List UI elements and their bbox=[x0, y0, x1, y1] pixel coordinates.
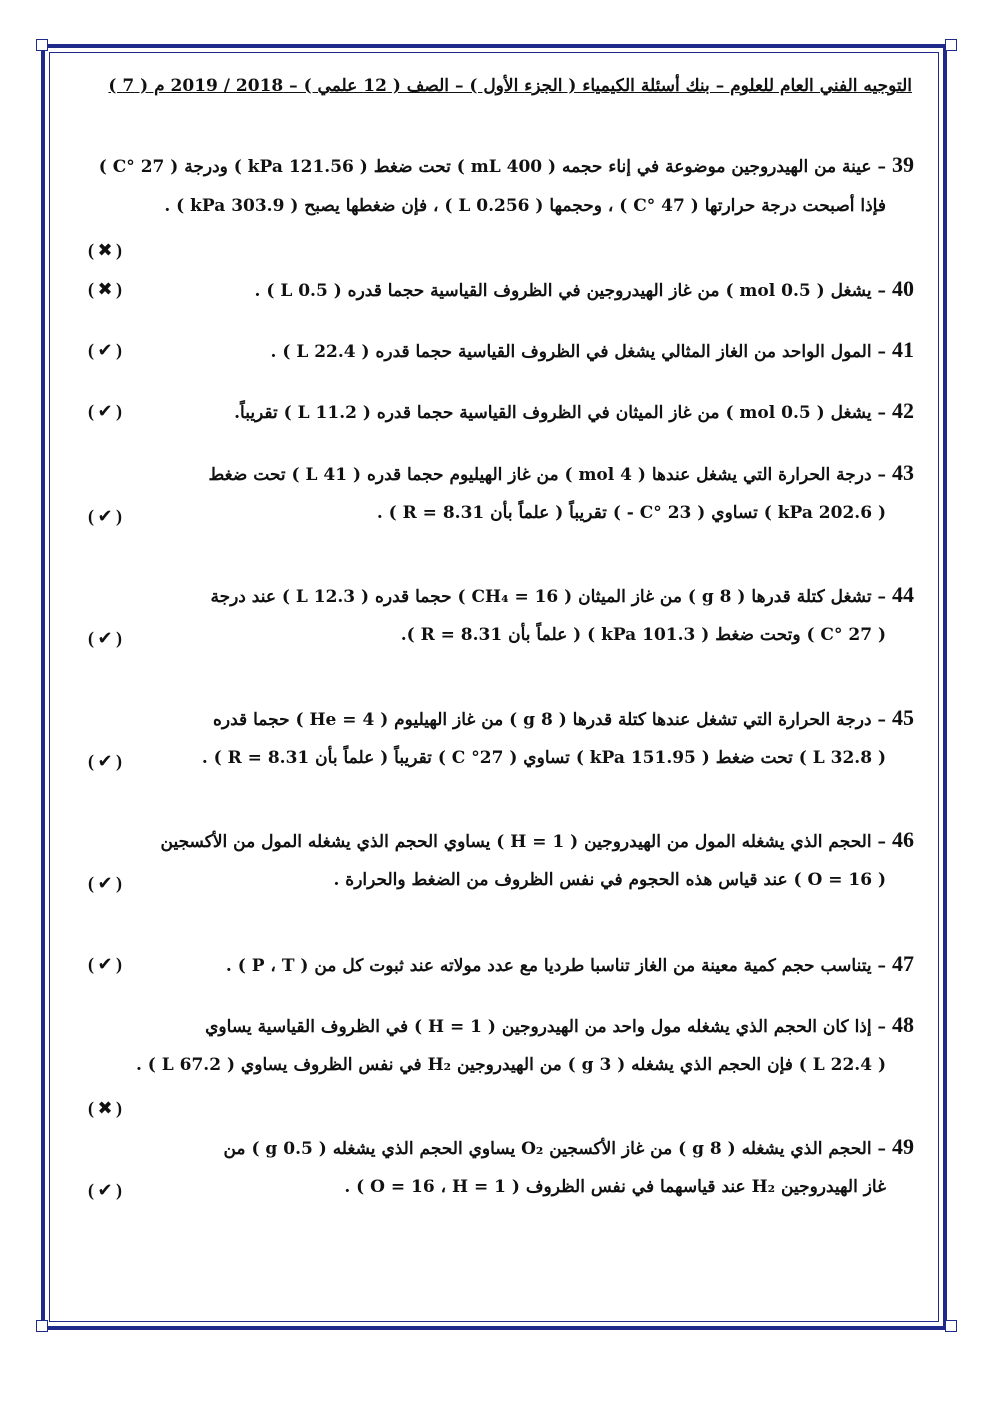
check-icon: ✔ bbox=[97, 628, 113, 649]
question-number: 45 bbox=[892, 705, 914, 730]
question-number: 43 bbox=[892, 460, 914, 485]
question-45-line-2: ( 32.8 L ) تحت ضغط ( 151.95 kPa ) تساوي ( 27° C ) تقريباً ( علماً بأن R = 8.31 ) . bbox=[201, 748, 886, 768]
question-44-line-1: 44– تشغل كتلة قدرها ( 8 g ) من غاز الميثان ( CH₄ = 16 ) حجما قدره ( 12.3 L ) عند درجة bbox=[210, 582, 914, 607]
border-corner-ornament bbox=[945, 1320, 957, 1332]
check-icon: ✔ bbox=[97, 954, 113, 975]
question-40-line-1: 40– يشغل ( 0.5 mol ) من غاز الهيدروجين في الظروف القياسية حجما قدره ( 0.5 L ) . bbox=[254, 276, 914, 301]
question-number: 41 bbox=[892, 337, 914, 362]
answer-mark: ( ✖ ) bbox=[88, 240, 122, 261]
check-icon: ✔ bbox=[97, 401, 113, 422]
check-icon: ✔ bbox=[97, 1180, 113, 1201]
question-number: 39 bbox=[892, 152, 914, 177]
page-border-inner bbox=[49, 52, 939, 1322]
question-number: 44 bbox=[892, 582, 914, 607]
question-48-line-2: ( 22.4 L ) فإن الحجم الذي يشغله ( 3 g ) من الهيدروجين H₂ في نفس الظروف يساوي ( 67.2 L ) . bbox=[135, 1055, 886, 1075]
question-47-line-1: 47– يتناسب حجم كمية معينة من الغاز تناسبا طرديا مع عدد مولاته عند ثبوت كل من ( P ، T ) . bbox=[225, 951, 914, 976]
question-46-line-1: 46– الحجم الذي يشغله المول من الهيدروجين ( H = 1 ) يساوي الحجم الذي يشغله المول من الأكسجين bbox=[160, 827, 914, 852]
answer-mark: ( ✔ ) bbox=[88, 751, 122, 772]
cross-icon: ✖ bbox=[97, 240, 113, 261]
question-number: 49 bbox=[892, 1134, 914, 1159]
border-corner-ornament bbox=[36, 1320, 48, 1332]
question-number: 46 bbox=[892, 827, 914, 852]
check-icon: ✔ bbox=[97, 506, 113, 527]
question-number: 48 bbox=[892, 1012, 914, 1037]
answer-mark: ( ✖ ) bbox=[88, 1098, 122, 1119]
question-43-line-1: 43– درجة الحرارة التي يشغل عندها ( 4 mol ) من غاز الهيليوم حجما قدره ( 41 L ) تحت ضغط bbox=[208, 460, 914, 485]
check-icon: ✔ bbox=[97, 340, 113, 361]
answer-mark: ( ✖ ) bbox=[88, 279, 122, 300]
question-number: 42 bbox=[892, 398, 914, 423]
question-number: 40 bbox=[892, 276, 914, 301]
question-49-line-1: 49– الحجم الذي يشغله ( 8 g ) من غاز الأكسجين O₂ يساوي الحجم الذي يشغله ( 0.5 g ) من bbox=[223, 1134, 914, 1159]
answer-mark: ( ✔ ) bbox=[88, 506, 122, 527]
page-header: التوجيه الفني العام للعلوم – بنك أسئلة الكيمياء ( الجزء الأول ) – الصف ( 12 علمي ) – 2018 / 2019 م ( 7 ) bbox=[108, 76, 912, 96]
question-49-line-2: غاز الهيدروجين H₂ عند قياسهما في نفس الظروف ( O = 16 ، H = 1 ) . bbox=[344, 1177, 886, 1197]
cross-icon: ✖ bbox=[97, 279, 113, 300]
question-46-line-2: ( O = 16 ) عند قياس هذه الحجوم في نفس الظروف من الضغط والحرارة . bbox=[333, 870, 886, 890]
cross-icon: ✖ bbox=[97, 1098, 113, 1119]
answer-mark: ( ✔ ) bbox=[88, 873, 122, 894]
question-45-line-1: 45– درجة الحرارة التي تشغل عندها كتلة قدرها ( 8 g ) من غاز الهيليوم ( He = 4 ) حجما قدره bbox=[213, 705, 914, 730]
question-44-line-2: ( 27 °C ) وتحت ضغط ( 101.3 kPa ) ( علماً بأن R = 8.31 ). bbox=[400, 625, 886, 645]
question-43-line-2: ( 202.6 kPa ) تساوي ( 23 °C - ) تقريباً ( علماً بأن R = 8.31 ) . bbox=[376, 503, 886, 523]
question-39-line-1: 39– عينة من الهيدروجين موضوعة في إناء حجمه ( 400 mL ) تحت ضغط ( 121.56 kPa ) ودرجة ( 27 °C ) bbox=[98, 152, 914, 177]
question-41-line-1: 41– المول الواحد من الغاز المثالي يشغل في الظروف القياسية حجما قدره ( 22.4 L ) . bbox=[270, 337, 914, 362]
question-42-line-1: 42– يشغل ( 0.5 mol ) من غاز الميثان في الظروف القياسية حجما قدره ( 11.2 L ) تقريباً. bbox=[234, 398, 914, 423]
question-48-line-1: 48– إذا كان الحجم الذي يشغله مول واحد من الهيدروجين ( H = 1 ) في الظروف القياسية يساوي bbox=[205, 1012, 914, 1037]
border-corner-ornament bbox=[945, 39, 957, 51]
border-corner-ornament bbox=[36, 39, 48, 51]
check-icon: ✔ bbox=[97, 751, 113, 772]
question-39-line-2: فإذا أصبحت درجة حرارتها ( 47 °C ) ، وحجمها ( 0.256 L ) ، فإن ضغطها يصبح ( 303.9 kPa ) . bbox=[164, 196, 886, 216]
answer-mark: ( ✔ ) bbox=[88, 1180, 122, 1201]
check-icon: ✔ bbox=[97, 873, 113, 894]
answer-mark: ( ✔ ) bbox=[88, 340, 122, 361]
answer-mark: ( ✔ ) bbox=[88, 954, 122, 975]
answer-mark: ( ✔ ) bbox=[88, 401, 122, 422]
answer-mark: ( ✔ ) bbox=[88, 628, 122, 649]
question-number: 47 bbox=[892, 951, 914, 976]
